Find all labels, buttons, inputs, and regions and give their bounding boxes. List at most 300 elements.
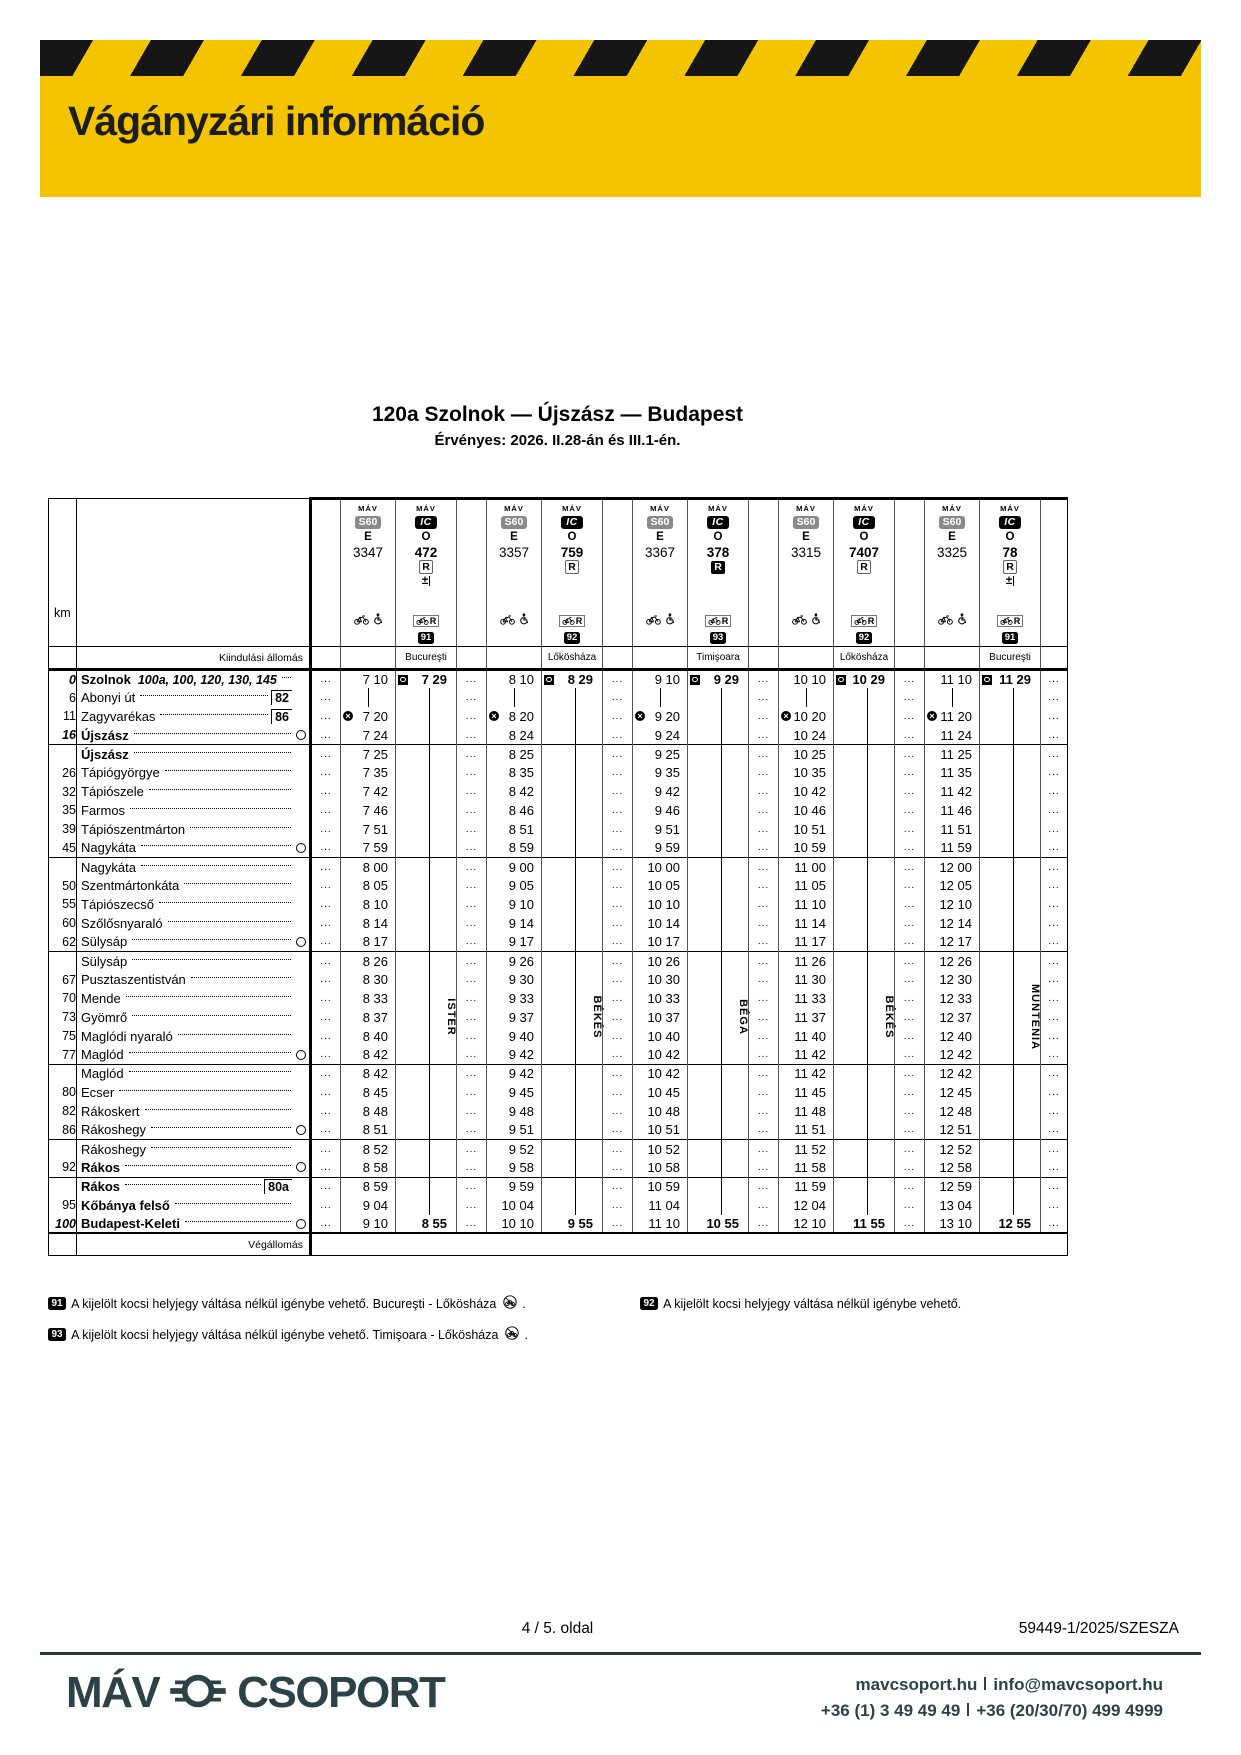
- pass-line: [575, 933, 576, 951]
- train-class: O: [859, 531, 869, 543]
- ic-time-cell: [980, 670, 1041, 689]
- dots-cell: ...: [895, 1102, 925, 1121]
- ic-time-cell: [396, 801, 457, 820]
- dots-cell: ...: [457, 1215, 487, 1234]
- pass-line: [867, 820, 868, 839]
- s60-time-cell: [487, 1215, 542, 1234]
- time-value: 11 42: [940, 784, 972, 800]
- operator-label: MÁV: [358, 504, 378, 513]
- pass-line: [867, 970, 868, 989]
- dots-cell: ...: [749, 1139, 779, 1158]
- dots-cell: ...: [895, 970, 925, 989]
- dots-cell: ...: [749, 745, 779, 764]
- spacer-cell: [457, 647, 487, 670]
- s60-time-cell: [925, 895, 980, 914]
- km-cell: 50: [62, 878, 76, 893]
- spacer-cell: [1041, 647, 1068, 670]
- leader-dots: [191, 977, 291, 978]
- pass-line: [721, 1008, 722, 1027]
- leader-dots: [149, 789, 291, 790]
- s60-time-cell: [633, 1064, 688, 1083]
- pass-line: [429, 1121, 430, 1139]
- line-title: 120a Szolnok — Újszász — Budapest: [371, 403, 744, 426]
- pass-line: [575, 801, 576, 820]
- ic-time-cell: [688, 801, 749, 820]
- pass-line: [575, 970, 576, 989]
- time-value: 8 37: [362, 1009, 388, 1025]
- s60-time-cell: [341, 989, 396, 1008]
- dots-cell: ...: [311, 1121, 341, 1140]
- station-row: [49, 1045, 1068, 1064]
- time-value: 11 00: [794, 859, 826, 875]
- dots-cell: ...: [1041, 1102, 1068, 1121]
- time-value: 10 10: [501, 1216, 534, 1231]
- boarding-only-icon: [690, 675, 700, 685]
- s60-time-cell: [487, 1196, 542, 1215]
- time-value: 10 40: [647, 1028, 680, 1044]
- pass-line: [721, 1196, 722, 1215]
- train-number: 759: [560, 544, 584, 560]
- interchange-ring: [296, 937, 306, 947]
- pass-line: [429, 1158, 430, 1176]
- dots-cell: ...: [603, 914, 633, 933]
- origin-station: Bucureşti: [980, 647, 1041, 670]
- ic-time-cell: [542, 1064, 603, 1083]
- ic-time-cell: [980, 1102, 1041, 1121]
- station-cell: [77, 820, 311, 839]
- ic-time-cell: [688, 1045, 749, 1064]
- station-cell: [77, 1177, 311, 1196]
- s60-time-cell: [925, 1064, 980, 1083]
- time-value: 8 45: [362, 1084, 388, 1100]
- s60-time-cell: [925, 1083, 980, 1102]
- km-cell: 35: [62, 803, 76, 818]
- train-column-header-3357: [487, 499, 542, 647]
- station-name: Nagykáta: [81, 840, 136, 856]
- operator-label: MÁV: [562, 504, 582, 513]
- time-value: 12 37: [939, 1009, 972, 1025]
- spacer-column-header: [603, 499, 633, 647]
- header-row: [49, 499, 1068, 647]
- separator: [984, 1677, 986, 1690]
- time-value: 9 00: [508, 859, 534, 875]
- spacer-column-header: [895, 499, 925, 647]
- ic-time-cell: [542, 763, 603, 782]
- ic-time-cell: [688, 999, 749, 1036]
- ic-time-cell: [542, 1083, 603, 1102]
- dots-cell: ...: [749, 857, 779, 876]
- time-value: 8 42: [362, 1066, 388, 1082]
- pass-line: [721, 782, 722, 801]
- pass-line: [429, 726, 430, 744]
- station-row: [49, 688, 1068, 707]
- ic-time-cell: [688, 1064, 749, 1083]
- dots-cell: ...: [457, 857, 487, 876]
- s60-time-cell: [779, 670, 834, 689]
- leader-dots: [178, 1034, 291, 1035]
- no-bike-icon: [503, 1326, 519, 1343]
- time-value: 10 35: [793, 765, 826, 781]
- time-value: 12 45: [939, 1084, 972, 1100]
- s60-time-cell: [487, 782, 542, 801]
- s60-time-cell: [341, 1177, 396, 1196]
- dots-cell: ...: [603, 1196, 633, 1215]
- time-value: 9 40: [508, 1028, 534, 1044]
- dots-cell: ...: [603, 688, 633, 707]
- station-cell: [77, 1027, 311, 1046]
- pass-line: [1013, 1065, 1014, 1083]
- ic-time-cell: [834, 1215, 895, 1234]
- s60-time-cell: [341, 876, 396, 895]
- spacer-column-header: [457, 499, 487, 647]
- dots-cell: ...: [457, 1008, 487, 1027]
- dots-cell: ...: [749, 1215, 779, 1234]
- pass-line: [867, 1178, 868, 1196]
- train-column-header-78: [980, 499, 1041, 647]
- station-cell: [77, 1139, 311, 1158]
- pass-line: [721, 1083, 722, 1102]
- km-cell: [49, 857, 77, 876]
- interchange-ring: [296, 1219, 306, 1229]
- time-value: 8 59: [362, 1179, 388, 1195]
- time-value: 11 10: [940, 672, 972, 688]
- station-name: Farmos: [81, 802, 126, 818]
- dots-cell: ...: [603, 1102, 633, 1121]
- dots-cell: ...: [749, 839, 779, 858]
- spacer-cell: [341, 1233, 396, 1256]
- time-value: 7 46: [362, 802, 388, 818]
- station-name: Rákos: [81, 1159, 121, 1175]
- station-row: [49, 1196, 1068, 1215]
- dots-cell: ...: [457, 745, 487, 764]
- s60-time-cell: [633, 933, 688, 952]
- station-row: [49, 782, 1068, 801]
- s60-time-cell: [487, 801, 542, 820]
- time-value: 12 33: [939, 990, 972, 1006]
- ic-time-cell: [542, 1215, 603, 1234]
- time-value: 9 33: [508, 990, 534, 1006]
- pass-line: [660, 688, 661, 707]
- dots-cell: ...: [749, 895, 779, 914]
- time-value: 9 45: [508, 1084, 534, 1100]
- s60-badge: S60: [647, 516, 674, 529]
- time-value: 10 42: [647, 1066, 680, 1082]
- s60-time-cell: [487, 1158, 542, 1177]
- pass-line: [575, 1065, 576, 1083]
- s60-time-cell: [633, 970, 688, 989]
- s60-time-cell: [925, 1008, 980, 1027]
- pass-line: [575, 726, 576, 744]
- s60-time-cell: [779, 914, 834, 933]
- dots-cell: ...: [457, 1102, 487, 1121]
- time-value: 10 30: [647, 972, 680, 988]
- wheelchair-icon: [811, 612, 820, 630]
- dots-cell: ...: [1041, 1027, 1068, 1046]
- station-cell: [77, 707, 311, 726]
- ic-time-cell: [980, 1215, 1041, 1234]
- footnote-text: A kijelölt kocsi helyjegy váltása nélkül igénybe vehető. Bucureşti - Lőkösháza: [71, 1296, 497, 1311]
- dots-cell: ...: [749, 707, 779, 726]
- ic-time-cell: [688, 688, 749, 707]
- pass-line: [867, 933, 868, 951]
- s60-time-cell: [779, 688, 834, 707]
- time-value: 11 37: [794, 1009, 826, 1025]
- dots-cell: ...: [749, 801, 779, 820]
- customs-icon: ±: [421, 574, 429, 587]
- dots-cell: ...: [1041, 1215, 1068, 1234]
- s60-time-cell: [633, 1215, 688, 1234]
- time-value: 10 00: [647, 859, 680, 875]
- s60-time-cell: [925, 857, 980, 876]
- dots-cell: ...: [311, 951, 341, 970]
- dots-cell: ...: [603, 726, 633, 745]
- train-number: 378: [706, 544, 730, 560]
- time-value: 9 58: [508, 1159, 534, 1175]
- boarding-only-icon: [982, 675, 992, 685]
- s60-time-cell: [341, 951, 396, 970]
- dots-cell: ...: [603, 933, 633, 952]
- ic-time-cell: [834, 801, 895, 820]
- ic-time-cell: [834, 707, 895, 726]
- time-value: 9 20: [654, 708, 680, 724]
- ic-time-cell: [542, 970, 603, 989]
- s60-time-cell: [487, 763, 542, 782]
- time-value: 11 14: [794, 915, 826, 931]
- dots-cell: ...: [749, 1196, 779, 1215]
- footnote-text: A kijelölt kocsi helyjegy váltása nélkül igénybe vehető.: [663, 1296, 962, 1311]
- origin-station: Lőkösháza: [834, 647, 895, 670]
- time-value: 9 42: [508, 1047, 534, 1063]
- ic-time-cell: [834, 1196, 895, 1215]
- pass-line: [429, 970, 430, 989]
- pass-line: [1013, 1196, 1014, 1215]
- pass-line: [721, 1121, 722, 1139]
- station-cell: [77, 914, 311, 933]
- time-value: 11 45: [794, 1084, 826, 1100]
- time-value: 12 05: [939, 878, 972, 894]
- leader-dots: [140, 695, 268, 696]
- dots-cell: ...: [311, 820, 341, 839]
- interchange-circle: [294, 1125, 307, 1135]
- time-value: 12 00: [939, 859, 972, 875]
- pass-line: [429, 839, 430, 857]
- station-row: [49, 707, 1068, 726]
- time-value: 13 10: [939, 1216, 972, 1231]
- ic-time-cell: [542, 914, 603, 933]
- dots-cell: ...: [895, 820, 925, 839]
- footer-phones: [821, 1698, 1163, 1724]
- pass-line: [1013, 1027, 1014, 1046]
- time-value: 12 26: [939, 953, 972, 969]
- s60-time-cell: [487, 1027, 542, 1046]
- ic-time-cell: [980, 726, 1041, 745]
- no-bike-icon: [501, 1295, 517, 1312]
- s60-time-cell: [341, 745, 396, 764]
- bike-icon: [792, 612, 807, 630]
- km-cell: [49, 745, 77, 764]
- s60-time-cell: [633, 1158, 688, 1177]
- time-value: 12 17: [939, 934, 972, 950]
- origin-row: [49, 647, 1068, 670]
- dots-cell: ...: [895, 1158, 925, 1177]
- dots-cell: ...: [457, 876, 487, 895]
- dots-cell: ...: [311, 707, 341, 726]
- ic-time-cell: [688, 1083, 749, 1102]
- reservation-icon: R: [419, 560, 434, 574]
- ic-time-cell: [980, 857, 1041, 876]
- pass-line: [867, 782, 868, 801]
- station-row: [49, 914, 1068, 933]
- s60-time-cell: [487, 876, 542, 895]
- time-value: 9 17: [508, 934, 534, 950]
- dots-cell: ...: [749, 951, 779, 970]
- branch-line-number: 82: [271, 690, 292, 705]
- s60-time-cell: [487, 1139, 542, 1158]
- station-name: Rákos: [81, 1179, 121, 1195]
- dots-cell: ...: [1041, 951, 1068, 970]
- footer-contacts: [821, 1672, 1163, 1725]
- s60-time-cell: [925, 801, 980, 820]
- reservation-icon: R: [711, 561, 725, 574]
- dots-cell: ...: [603, 745, 633, 764]
- km-cell: 95: [62, 1198, 76, 1213]
- s60-time-cell: [925, 820, 980, 839]
- s60-time-cell: [925, 1215, 980, 1234]
- s60-time-cell: [633, 820, 688, 839]
- ic-time-cell: [542, 876, 603, 895]
- time-value: 8 46: [508, 802, 534, 818]
- km-cell: [49, 1177, 77, 1196]
- pass-line: [429, 1102, 430, 1121]
- pass-line: [429, 1008, 430, 1027]
- s60-time-cell: [925, 914, 980, 933]
- dots-cell: ...: [749, 1083, 779, 1102]
- time-value: 12 58: [939, 1159, 972, 1175]
- km-cell: [49, 1233, 77, 1256]
- s60-time-cell: [633, 1196, 688, 1215]
- time-value: 8 42: [362, 1047, 388, 1063]
- s60-time-cell: [341, 1083, 396, 1102]
- origin-cell: [779, 647, 834, 670]
- pass-line: [721, 820, 722, 839]
- train-name-vertical: MUNTENIA: [1029, 984, 1041, 1051]
- dots-cell: ...: [749, 989, 779, 1008]
- station-cell: [77, 1102, 311, 1121]
- dots-cell: ...: [457, 763, 487, 782]
- bike-icon: [646, 612, 661, 630]
- s60-time-cell: [487, 726, 542, 745]
- pass-line: [867, 1102, 868, 1121]
- s60-time-cell: [925, 970, 980, 989]
- station-row: [49, 970, 1068, 989]
- origin-cell: [633, 647, 688, 670]
- mav-logo-emblem: [169, 1669, 227, 1718]
- train-class: E: [364, 531, 372, 543]
- time-value: 11 51: [794, 1122, 826, 1138]
- interchange-ring: [296, 1125, 306, 1135]
- dots-cell: ...: [311, 895, 341, 914]
- pass-line: [867, 1140, 868, 1158]
- dots-cell: ...: [749, 970, 779, 989]
- dots-cell: ...: [895, 839, 925, 858]
- station-cell: [77, 670, 311, 689]
- s60-time-cell: [633, 1121, 688, 1140]
- pass-line: [429, 688, 430, 707]
- pass-line: [1013, 782, 1014, 801]
- pass-line: [721, 688, 722, 707]
- s60-time-cell: [925, 1102, 980, 1121]
- ic-time-cell: [834, 1139, 895, 1158]
- time-value: 10 48: [647, 1103, 680, 1119]
- interchange-circle: [294, 1219, 307, 1229]
- time-value: 9 26: [508, 953, 534, 969]
- station-cell: [77, 839, 311, 858]
- dots-cell: ...: [311, 782, 341, 801]
- time-value: 8 17: [362, 934, 388, 950]
- train-column-header-378: [688, 499, 749, 647]
- ic-time-cell: [980, 1083, 1041, 1102]
- operator-label: MÁV: [416, 504, 436, 513]
- time-value: 9 24: [654, 727, 680, 743]
- interchange-ring: [296, 843, 306, 853]
- origin-station: Timişoara: [688, 647, 749, 670]
- pass-line: [1013, 1083, 1014, 1102]
- ic-time-cell: [980, 1196, 1041, 1215]
- km-cell: [49, 951, 77, 970]
- pass-line: [867, 688, 868, 707]
- dots-cell: ...: [749, 1027, 779, 1046]
- pass-line: [1013, 895, 1014, 914]
- time-value: 8 58: [362, 1159, 388, 1175]
- time-value: 10 29: [852, 672, 885, 688]
- operator-label: MÁV: [708, 504, 728, 513]
- pass-line: [721, 745, 722, 763]
- station-name: Szentmártonkáta: [81, 878, 180, 894]
- mav-csoport-logo: [66, 1668, 444, 1718]
- dots-cell: ...: [895, 801, 925, 820]
- s60-time-cell: [925, 1045, 980, 1064]
- spacer-cell: [1041, 1233, 1068, 1256]
- ic-time-cell: [834, 1064, 895, 1083]
- leader-dots: [185, 1221, 291, 1222]
- ic-time-cell: [980, 707, 1041, 726]
- ic-time-cell: [396, 726, 457, 745]
- request-stop-icon: ×: [927, 711, 937, 721]
- interchange-circle: [294, 1050, 307, 1060]
- pass-line: [721, 1178, 722, 1196]
- pass-line: [1013, 707, 1014, 726]
- time-value: 10 42: [793, 784, 826, 800]
- train-class: O: [1005, 531, 1015, 543]
- time-value: 13 04: [939, 1197, 972, 1213]
- footnote-badge: 92: [640, 1297, 658, 1310]
- dots-cell: ...: [895, 1045, 925, 1064]
- pass-line: [721, 1065, 722, 1083]
- pass-line: [1013, 989, 1014, 1008]
- leader-dots: [141, 865, 291, 866]
- ic-time-cell: [542, 1045, 603, 1064]
- spacer-cell: [834, 1233, 895, 1256]
- dots-cell: ...: [603, 970, 633, 989]
- footer-divider: [40, 1652, 1201, 1655]
- operator-label: MÁV: [504, 504, 524, 513]
- pass-line: [575, 858, 576, 876]
- dots-cell: ...: [749, 688, 779, 707]
- ic-time-cell: [834, 914, 895, 933]
- ic-time-cell: [834, 1045, 895, 1064]
- spacer-cell: [895, 647, 925, 670]
- time-value: 12 42: [939, 1047, 972, 1063]
